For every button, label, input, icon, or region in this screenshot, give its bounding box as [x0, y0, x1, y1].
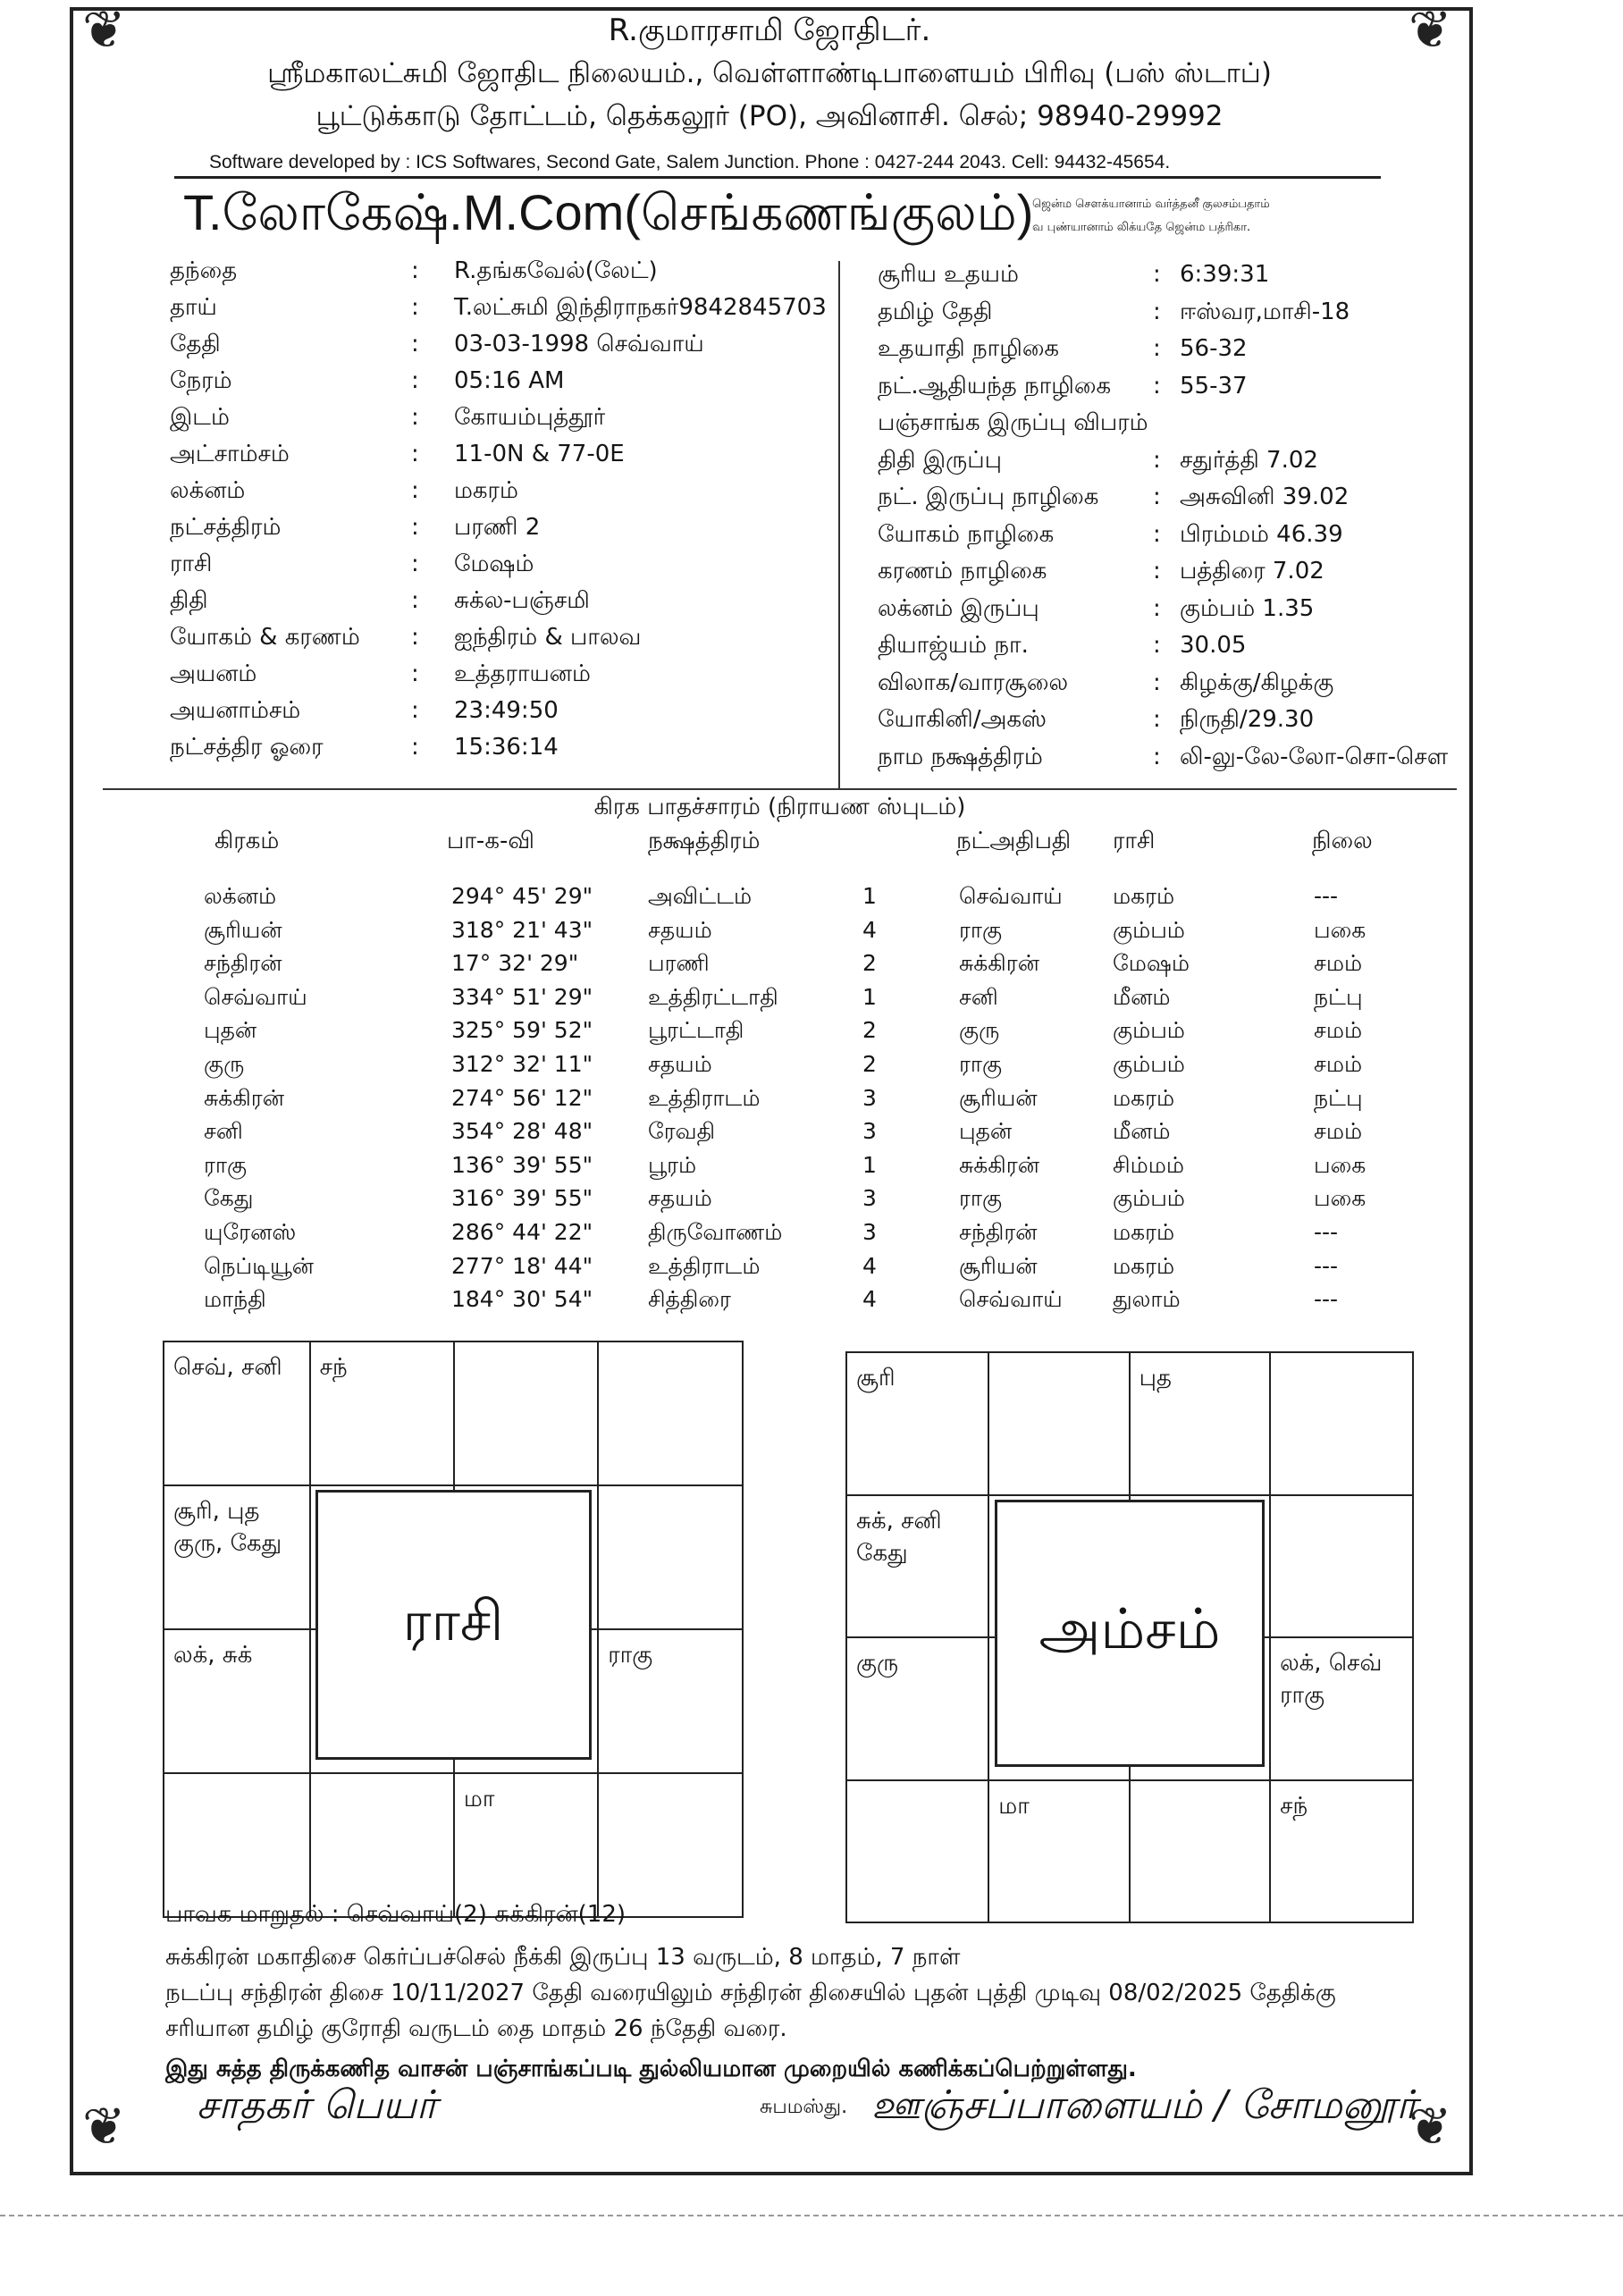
house-planets: [311, 1774, 453, 1783]
table-cell: சுக்கிரன்: [204, 1084, 284, 1111]
detail-colon: :: [411, 734, 419, 761]
table-cell: 3: [862, 1084, 877, 1111]
cut-line: [0, 2215, 1623, 2216]
planet-abbrev: சுக், சனி: [856, 1507, 942, 1535]
panchang-label: நட். இருப்பு நாழிகை: [878, 484, 1099, 510]
table-cell: நெப்டியூன்: [204, 1252, 315, 1279]
detail-value: 05:16 AM: [454, 367, 565, 394]
panchang-colon: :: [1153, 335, 1161, 362]
detail-colon: :: [411, 331, 419, 357]
table-cell: 354° 28' 48": [451, 1118, 593, 1145]
detail-label: தேதி: [170, 331, 221, 357]
panchang-label: யோகினி/அகஸ்: [878, 706, 1047, 733]
planet-abbrev: லக், சுக்: [173, 1642, 253, 1669]
chart-house: [164, 1629, 310, 1773]
table-cell: 3: [862, 1118, 877, 1145]
table-cell: சூரியன்: [204, 916, 282, 943]
planet-table-title: கிரக பாதச்சாரம் (நிராயண ஸ்புடம்): [593, 794, 966, 820]
table-cell: மேஷம்: [1113, 950, 1190, 977]
table-cell: 1: [862, 883, 877, 909]
table-cell: கும்பம்: [1113, 1051, 1185, 1077]
planet-abbrev: மா: [998, 1792, 1030, 1820]
table-cell: 136° 39' 55": [451, 1151, 593, 1178]
detail-value: மேஷம்: [454, 551, 534, 577]
table-cell: சூரியன்: [959, 1084, 1038, 1111]
planet-abbrev: சூரி: [856, 1365, 896, 1392]
chart-house: [598, 1485, 743, 1629]
chart-house: [846, 1780, 988, 1923]
detail-label: லக்னம்: [170, 477, 246, 504]
detail-label: நட்சத்திரம்: [170, 514, 282, 541]
panchang-label: பஞ்சாங்க இருப்பு விபரம்: [878, 409, 1148, 436]
table-cell: சதயம்: [648, 916, 712, 943]
table-cell: சிம்மம்: [1113, 1151, 1184, 1178]
chart-house: [310, 1773, 454, 1917]
table-cell: மீனம்: [1113, 1118, 1171, 1145]
panchang-colon: :: [1153, 632, 1161, 659]
detail-colon: :: [411, 624, 419, 651]
accuracy-note: இது சுத்த திருக்கணித வாசன் பஞ்சாங்கப்படி துல்லியமான முறையில் கணிக்கப்பெற்றுள்ளது.: [165, 2056, 1137, 2082]
chart-house: [598, 1773, 743, 1917]
panchang-colon: :: [1153, 594, 1161, 622]
table-cell: துலாம்: [1113, 1286, 1181, 1313]
chart-house: [164, 1773, 310, 1917]
panchang-colon: :: [1153, 558, 1161, 585]
table-cell: கும்பம்: [1113, 916, 1185, 943]
detail-colon: :: [411, 257, 419, 284]
panchang-label: உதயாதி நாழிகை: [878, 335, 1060, 362]
table-cell: ராகு: [204, 1151, 248, 1178]
center-name: ஸ்ரீமகாலட்சுமி ஜோதிட நிலையம்., வெள்ளாண்டிபாளையம் பிரிவு (பஸ் ஸ்டாப்): [267, 57, 1272, 89]
table-cell: செவ்வாய்: [959, 883, 1063, 909]
panchang-value: 30.05: [1180, 632, 1247, 659]
astrologer-name: R.குமாரசாமி ஜோதிடர்.: [608, 13, 931, 48]
blessing: சுபமஸ்து.: [760, 2096, 848, 2118]
planet-abbrev: குரு: [856, 1650, 899, 1677]
house-planets: [599, 1486, 742, 1495]
panchang-value: 55-37: [1180, 372, 1248, 399]
table-cell: பகை: [1314, 916, 1367, 943]
house-planets: [1271, 1353, 1412, 1362]
table-cell: மகரம்: [1113, 1219, 1175, 1245]
detail-colon: :: [411, 477, 419, 504]
house-planets: [599, 1342, 742, 1351]
detail-label: திதி: [170, 587, 208, 614]
chart-house: [846, 1352, 988, 1495]
table-cell: 2: [862, 950, 877, 977]
table-cell: 4: [862, 1286, 877, 1313]
table-cell: சனி: [204, 1118, 243, 1145]
chart-house: [1130, 1352, 1270, 1495]
detail-value: சுக்ல-பஞ்சமி: [454, 587, 590, 614]
table-cell: 286° 44' 22": [451, 1219, 593, 1245]
chart-house: [846, 1637, 988, 1780]
signature-right: ஊஞ்சப்பாளையம் / சோமனூர்: [871, 2082, 1417, 2128]
dasa-balance: சுக்கிரன் மகாதிசை கெர்ப்பச்செல் நீக்கி இருப்பு 13 வருடம், 8 மாதம், 7 நாள்: [165, 1944, 961, 1971]
house-planets: [847, 1496, 988, 1569]
chart-house: [1270, 1780, 1413, 1923]
house-planets: [989, 1353, 1128, 1362]
table-cell: சமம்: [1314, 1118, 1363, 1145]
table-header-cell: நிலை: [1312, 828, 1373, 854]
detail-label: ராசி: [170, 551, 213, 577]
house-planets: [1131, 1353, 1269, 1394]
header-divider: [174, 176, 1381, 179]
panchang-label: நாம நக்ஷத்திரம்: [878, 743, 1043, 770]
chart-house: [988, 1780, 1129, 1923]
detail-colon: :: [411, 514, 419, 541]
table-cell: கும்பம்: [1113, 1017, 1185, 1044]
house-planets: [311, 1342, 453, 1383]
chart-house: [598, 1629, 743, 1773]
planet-abbrev: மா: [463, 1786, 495, 1812]
house-planets: [847, 1353, 988, 1394]
chart-house: [310, 1341, 454, 1485]
house-planets: [164, 1630, 309, 1671]
detail-value: 11-0N & 77-0E: [454, 441, 625, 467]
detail-colon: :: [411, 367, 419, 394]
planet-abbrev: குரு, கேது: [173, 1530, 282, 1557]
panchang-value: 6:39:31: [1180, 261, 1270, 288]
table-cell: யுரேனஸ்: [204, 1219, 297, 1245]
detail-value: R.தங்கவேல்(லேட்): [454, 257, 658, 284]
corner-ornament-icon: ❦: [82, 0, 126, 60]
detail-label: யோகம் & கரணம்: [170, 624, 360, 651]
table-cell: ---: [1314, 883, 1339, 909]
corner-ornament-icon: ❦: [1409, 2096, 1452, 2157]
panchang-value: ஈஸ்வர,மாசி-18: [1180, 298, 1350, 325]
table-cell: செவ்வாய்: [959, 1286, 1063, 1313]
house-planets: [989, 1781, 1128, 1822]
table-cell: சதயம்: [648, 1185, 712, 1212]
house-planets: [455, 1342, 597, 1351]
detail-colon: :: [411, 441, 419, 467]
panchang-label: கரணம் நாழிகை: [878, 558, 1047, 585]
signature-left: சாதகர் பெயர்: [197, 2082, 437, 2128]
table-cell: பரணி: [648, 950, 710, 977]
detail-label: இடம்: [170, 404, 230, 431]
table-cell: புதன்: [959, 1118, 1013, 1145]
planet-abbrev: செவ், சனி: [173, 1354, 282, 1381]
table-cell: பகை: [1314, 1185, 1367, 1212]
table-cell: சதயம்: [648, 1051, 712, 1077]
detail-value: கோயம்புத்தூர்: [454, 404, 606, 431]
table-cell: 2: [862, 1017, 877, 1044]
house-planets: [1271, 1781, 1412, 1822]
detail-label: அயனம்: [170, 660, 257, 687]
table-cell: ---: [1314, 1286, 1339, 1313]
table-cell: மாந்தி: [204, 1286, 266, 1313]
detail-label: தாய்: [170, 294, 217, 321]
panchang-label: திதி இருப்பு: [878, 446, 1002, 474]
detail-value: T.லட்சுமி இந்திராநகர்9842845703: [454, 294, 827, 321]
planet-abbrev: சூரி, புத: [173, 1498, 260, 1525]
table-cell: கேது: [204, 1185, 254, 1212]
table-cell: சித்திரை: [648, 1286, 731, 1313]
house-planets: [164, 1342, 309, 1383]
table-cell: மகரம்: [1113, 883, 1175, 909]
detail-colon: :: [411, 551, 419, 577]
chart-house: [1270, 1352, 1413, 1495]
software-credit: Software developed by : ICS Softwares, Second Gate, Salem Junction. Phone : 0427-244 2043. Cell: 94432-45654.: [209, 152, 1171, 172]
chart-house: [1270, 1495, 1413, 1638]
detail-value: பரணி 2: [454, 514, 541, 541]
table-cell: 3: [862, 1185, 877, 1212]
table-cell: பகை: [1314, 1151, 1367, 1178]
amsam-center-label: அம்சம்: [995, 1500, 1265, 1767]
tagline: [1032, 193, 1270, 240]
house-planets: [1131, 1781, 1269, 1790]
detail-colon: :: [411, 660, 419, 687]
table-cell: லக்னம்: [204, 883, 277, 909]
detail-value: மகரம்: [454, 477, 518, 504]
table-cell: ---: [1314, 1219, 1339, 1245]
chart-house: [164, 1485, 310, 1629]
table-cell: சந்திரன்: [959, 1219, 1038, 1245]
panchang-value: நிருதி/29.30: [1180, 706, 1315, 733]
table-cell: உத்திரட்டாதி: [648, 983, 778, 1010]
panchang-label: நட்.ஆதியந்த நாழிகை: [878, 372, 1112, 399]
panchang-value: லி-லு-லே-லோ-சொ-சௌ: [1180, 743, 1449, 770]
panchang-value: கும்பம் 1.35: [1180, 594, 1315, 622]
table-cell: சமம்: [1314, 1051, 1363, 1077]
corner-ornament-icon: ❦: [82, 2096, 126, 2157]
table-header-cell: கிரகம்: [214, 828, 280, 854]
house-planets: [164, 1486, 309, 1560]
table-cell: 325° 59' 52": [451, 1017, 593, 1044]
table-cell: ரேவதி: [648, 1118, 716, 1145]
table-cell: 17° 32' 29": [451, 950, 579, 977]
panchang-label: தமிழ் தேதி: [878, 298, 993, 325]
table-cell: கும்பம்: [1113, 1185, 1185, 1212]
planet-abbrev: சந்: [319, 1354, 348, 1381]
chart-house: [454, 1341, 598, 1485]
detail-value: 03-03-1998 செவ்வாய்: [454, 331, 704, 357]
table-cell: சூரியன்: [959, 1252, 1038, 1279]
table-cell: சமம்: [1314, 950, 1363, 977]
detail-label: நட்சத்திர ஓரை: [170, 734, 324, 761]
section-divider: [103, 788, 1457, 790]
corner-ornament-icon: ❦: [1409, 0, 1452, 60]
planet-abbrev: ராகு: [608, 1642, 653, 1669]
panchang-label: சூரிய உதயம்: [878, 261, 1019, 288]
table-cell: குரு: [204, 1051, 245, 1077]
table-cell: 318° 21' 43": [451, 916, 593, 943]
table-cell: 184° 30' 54": [451, 1286, 593, 1313]
house-planets: [599, 1774, 742, 1783]
chart-house: [164, 1341, 310, 1485]
house-planets: [599, 1630, 742, 1671]
chart-house: [846, 1495, 988, 1638]
table-header-cell: ராசி: [1113, 828, 1156, 854]
table-header-cell: நக்ஷத்திரம்: [648, 828, 761, 854]
panchang-value: பத்திரை 7.02: [1180, 558, 1324, 585]
table-cell: சனி: [959, 983, 998, 1010]
table-header-cell: பா-க-வி: [447, 828, 534, 854]
panchang-label: யோகம் நாழிகை: [878, 520, 1055, 548]
panchang-value: கிழக்கு/கிழக்கு: [1180, 669, 1334, 696]
table-cell: சமம்: [1314, 1017, 1363, 1044]
table-cell: உத்திராடம்: [648, 1084, 761, 1111]
table-cell: திருவோணம்: [648, 1219, 783, 1245]
house-planets: [164, 1774, 309, 1783]
detail-value: 15:36:14: [454, 734, 559, 761]
table-cell: குரு: [959, 1017, 1000, 1044]
detail-value: 23:49:50: [454, 697, 559, 724]
table-cell: 274° 56' 12": [451, 1084, 593, 1111]
house-planets: [1271, 1638, 1412, 1711]
table-cell: அவிட்டம்: [648, 883, 753, 909]
table-cell: சந்திரன்: [204, 950, 282, 977]
panchang-colon: :: [1153, 446, 1161, 474]
table-cell: மகரம்: [1113, 1084, 1175, 1111]
table-cell: 2: [862, 1051, 877, 1077]
house-planets: [455, 1774, 597, 1815]
detail-label: அயனாம்சம்: [170, 697, 301, 724]
detail-label: அட்சாம்சம்: [170, 441, 290, 467]
address: பூட்டுக்காடு தோட்டம், தெக்கலூர் (PO), அவினாசி. செல்; 98940-29992: [315, 100, 1224, 132]
detail-colon: :: [411, 697, 419, 724]
table-cell: ---: [1314, 1252, 1339, 1279]
table-cell: 4: [862, 916, 877, 943]
chart-house: [988, 1352, 1129, 1495]
panchang-colon: :: [1153, 743, 1161, 770]
detail-value: ஐந்திரம் & பாலவ: [454, 624, 642, 651]
panchang-colon: :: [1153, 669, 1161, 696]
table-cell: 4: [862, 1252, 877, 1279]
panchang-label: லக்னம் இருப்பு: [878, 594, 1039, 622]
table-cell: 1: [862, 1151, 877, 1178]
column-divider: [838, 261, 840, 788]
table-cell: நட்பு: [1314, 1084, 1363, 1111]
planet-abbrev: புத: [1139, 1365, 1172, 1392]
detail-label: தந்தை: [170, 257, 238, 284]
planet-abbrev: லக், செவ்: [1280, 1650, 1383, 1677]
table-cell: ராகு: [959, 1185, 1003, 1212]
tagline-line: வ புண்யானாம் லிக்யதே ஜென்ம பத்ரிகா.: [1032, 221, 1251, 234]
table-cell: 316° 39' 55": [451, 1185, 593, 1212]
table-cell: 334° 51' 29": [451, 983, 593, 1010]
panchang-value: பிரம்மம் 46.39: [1180, 520, 1343, 548]
table-cell: புதன்: [204, 1017, 257, 1044]
table-cell: 312° 32' 11": [451, 1051, 593, 1077]
panchang-colon: :: [1153, 298, 1161, 325]
house-planets: [1271, 1496, 1412, 1505]
table-cell: பூரம்: [648, 1151, 697, 1178]
house-planets: [847, 1638, 988, 1679]
panchang-colon: :: [1153, 372, 1161, 399]
table-cell: ராகு: [959, 916, 1003, 943]
table-cell: மகரம்: [1113, 1252, 1175, 1279]
detail-colon: :: [411, 404, 419, 431]
tamil-date-note: சரியான தமிழ் குரோதி வருடம் தை மாதம் 26 ந்தேதி வரை.: [165, 2015, 787, 2042]
panchang-colon: :: [1153, 520, 1161, 548]
table-header-cell: நட்அதிபதி: [956, 828, 1072, 854]
panchang-value: அசுவினி 39.02: [1180, 484, 1350, 510]
planet-abbrev: சந்: [1280, 1792, 1308, 1820]
table-cell: நட்பு: [1314, 983, 1363, 1010]
detail-label: நேரம்: [170, 367, 232, 394]
detail-value: உத்தராயனம்: [454, 660, 591, 687]
planet-abbrev: ராகு: [1280, 1682, 1325, 1709]
current-dasa: நடப்பு சந்திரன் திசை 10/11/2027 தேதி வரையிலும் சந்திரன் திசையில் புதன் புத்தி முடிவு 08/02/2025 தேதிக்கு: [165, 1980, 1336, 2006]
table-cell: உத்திராடம்: [648, 1252, 761, 1279]
table-cell: 277° 18' 44": [451, 1252, 593, 1279]
panchang-label: விலாக/வாரசூலை: [878, 669, 1069, 696]
native-name: T.லோகேஷ்.M.Com(செங்கணங்குலம்): [183, 184, 1034, 240]
table-cell: 294° 45' 29": [451, 883, 593, 909]
panchang-colon: :: [1153, 261, 1161, 288]
table-cell: சுக்கிரன்: [959, 950, 1039, 977]
tagline-line: ஜென்ம சௌக்யானாம் வர்த்தனீ குலசம்பதாம்: [1032, 198, 1270, 211]
planet-abbrev: கேது: [856, 1539, 908, 1567]
chart-house: [1270, 1637, 1413, 1780]
panchang-colon: :: [1153, 706, 1161, 733]
bhava-change: பாவக மாறுதல் : செவ்வாய்(2) சுக்கிரன்(12): [165, 1901, 626, 1928]
detail-colon: :: [411, 587, 419, 614]
table-cell: செவ்வாய்: [204, 983, 307, 1010]
table-cell: மீனம்: [1113, 983, 1171, 1010]
table-cell: 3: [862, 1219, 877, 1245]
table-cell: சுக்கிரன்: [959, 1151, 1039, 1178]
panchang-label: தியாஜ்யம் நா.: [878, 632, 1029, 659]
chart-house: [598, 1341, 743, 1485]
chart-house: [454, 1773, 598, 1917]
house-planets: [847, 1781, 988, 1790]
panchang-colon: :: [1153, 484, 1161, 510]
table-cell: ராகு: [959, 1051, 1003, 1077]
table-cell: பூரட்டாதி: [648, 1017, 744, 1044]
panchang-value: 56-32: [1180, 335, 1248, 362]
detail-colon: :: [411, 294, 419, 321]
table-cell: 1: [862, 983, 877, 1010]
panchang-value: சதுர்த்தி 7.02: [1180, 446, 1318, 474]
rasi-center-label: ராசி: [315, 1490, 592, 1760]
chart-house: [1130, 1780, 1270, 1923]
